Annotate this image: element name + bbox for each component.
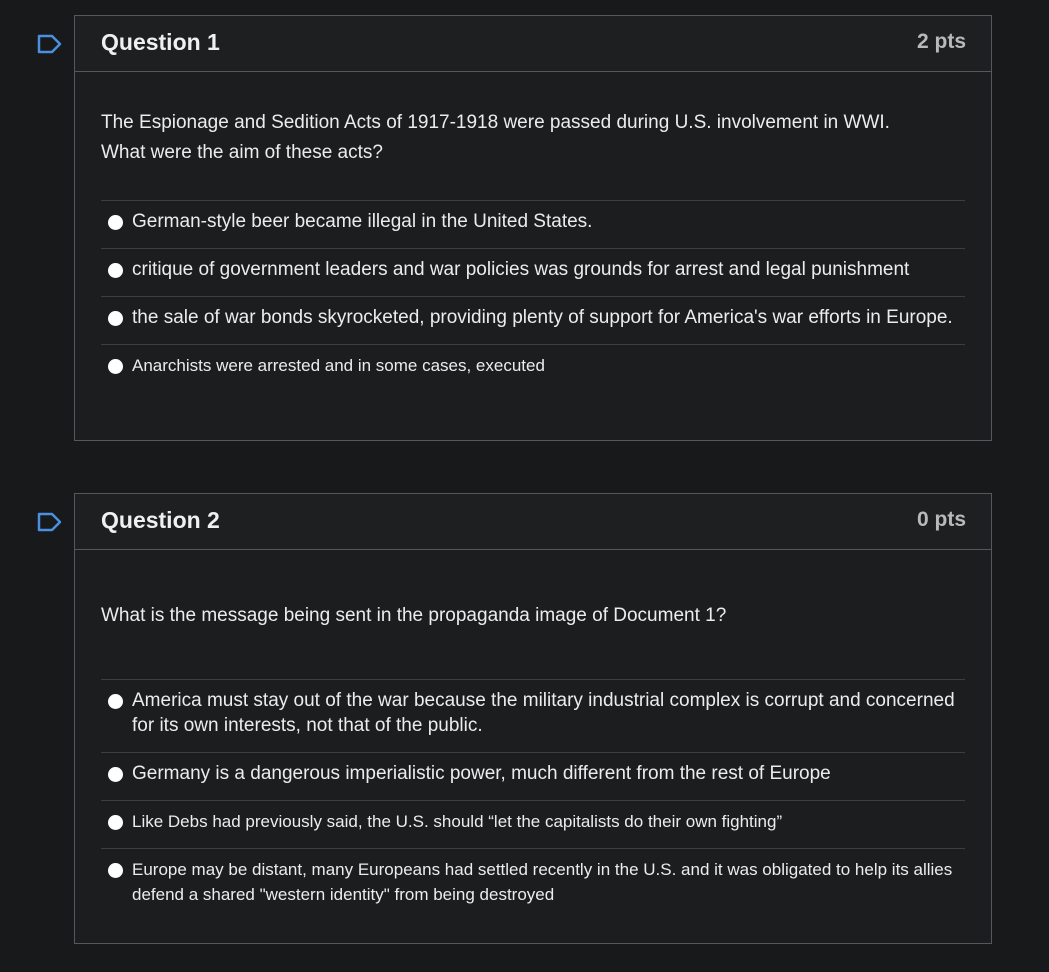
answer-label: Europe may be distant, many Europeans had settled recently in the U.S. and it was obligated to help its allies defend a shared "western identity" from being destroyed <box>132 860 953 904</box>
radio-button-icon[interactable] <box>108 263 123 278</box>
radio-button-icon[interactable] <box>108 815 123 830</box>
answer-list <box>101 200 965 392</box>
answer-option[interactable] <box>101 249 965 297</box>
radio-button-icon[interactable] <box>108 359 123 374</box>
answer-option[interactable] <box>101 297 965 345</box>
question-2-card <box>74 493 992 944</box>
radio-button-icon[interactable] <box>108 694 123 709</box>
flag-question-icon[interactable] <box>37 34 63 54</box>
question-text-line-1: The Espionage and Sedition Acts of 1917-1918 were passed during U.S. involvement in WWI. <box>101 112 890 133</box>
question-text-line-2: What were the aim of these acts? <box>101 142 383 163</box>
question-header <box>75 494 991 550</box>
question-points: 0 pts <box>916 508 966 531</box>
answer-option[interactable] <box>101 680 965 753</box>
answer-label: America must stay out of the war because the military industrial complex is corrupt and concerned for its own interests, not that of the public. <box>132 690 955 736</box>
question-text <box>75 72 991 168</box>
radio-button-icon[interactable] <box>108 215 123 230</box>
question-text: What is the message being sent in the propaganda image of Document 1? <box>101 605 727 626</box>
answer-option[interactable] <box>101 345 965 392</box>
answer-option[interactable] <box>101 801 965 849</box>
answer-option[interactable] <box>101 201 965 249</box>
question-header <box>75 16 991 72</box>
answer-option[interactable] <box>101 849 965 921</box>
answer-list <box>101 679 965 921</box>
answer-label: Anarchists were arrested and in some cases, executed <box>132 356 545 375</box>
answer-label: Like Debs had previously said, the U.S. should “let the capitalists do their own fighting” <box>132 812 783 831</box>
question-title: Question 2 <box>101 507 220 533</box>
question-points: 2 pts <box>916 30 966 53</box>
answer-option[interactable] <box>101 753 965 801</box>
answer-label: Germany is a dangerous imperialistic power, much different from the rest of Europe <box>132 763 831 784</box>
radio-button-icon[interactable] <box>108 863 123 878</box>
question-1-card <box>74 15 992 441</box>
flag-question-icon[interactable] <box>37 512 63 532</box>
answer-label: critique of government leaders and war policies was grounds for arrest and legal punishment <box>132 259 910 280</box>
radio-button-icon[interactable] <box>108 311 123 326</box>
question-title: Question 1 <box>101 29 220 55</box>
radio-button-icon[interactable] <box>108 767 123 782</box>
answer-label: the sale of war bonds skyrocketed, providing plenty of support for America's war efforts in Europe. <box>132 307 953 328</box>
answer-label: German-style beer became illegal in the United States. <box>132 211 593 232</box>
